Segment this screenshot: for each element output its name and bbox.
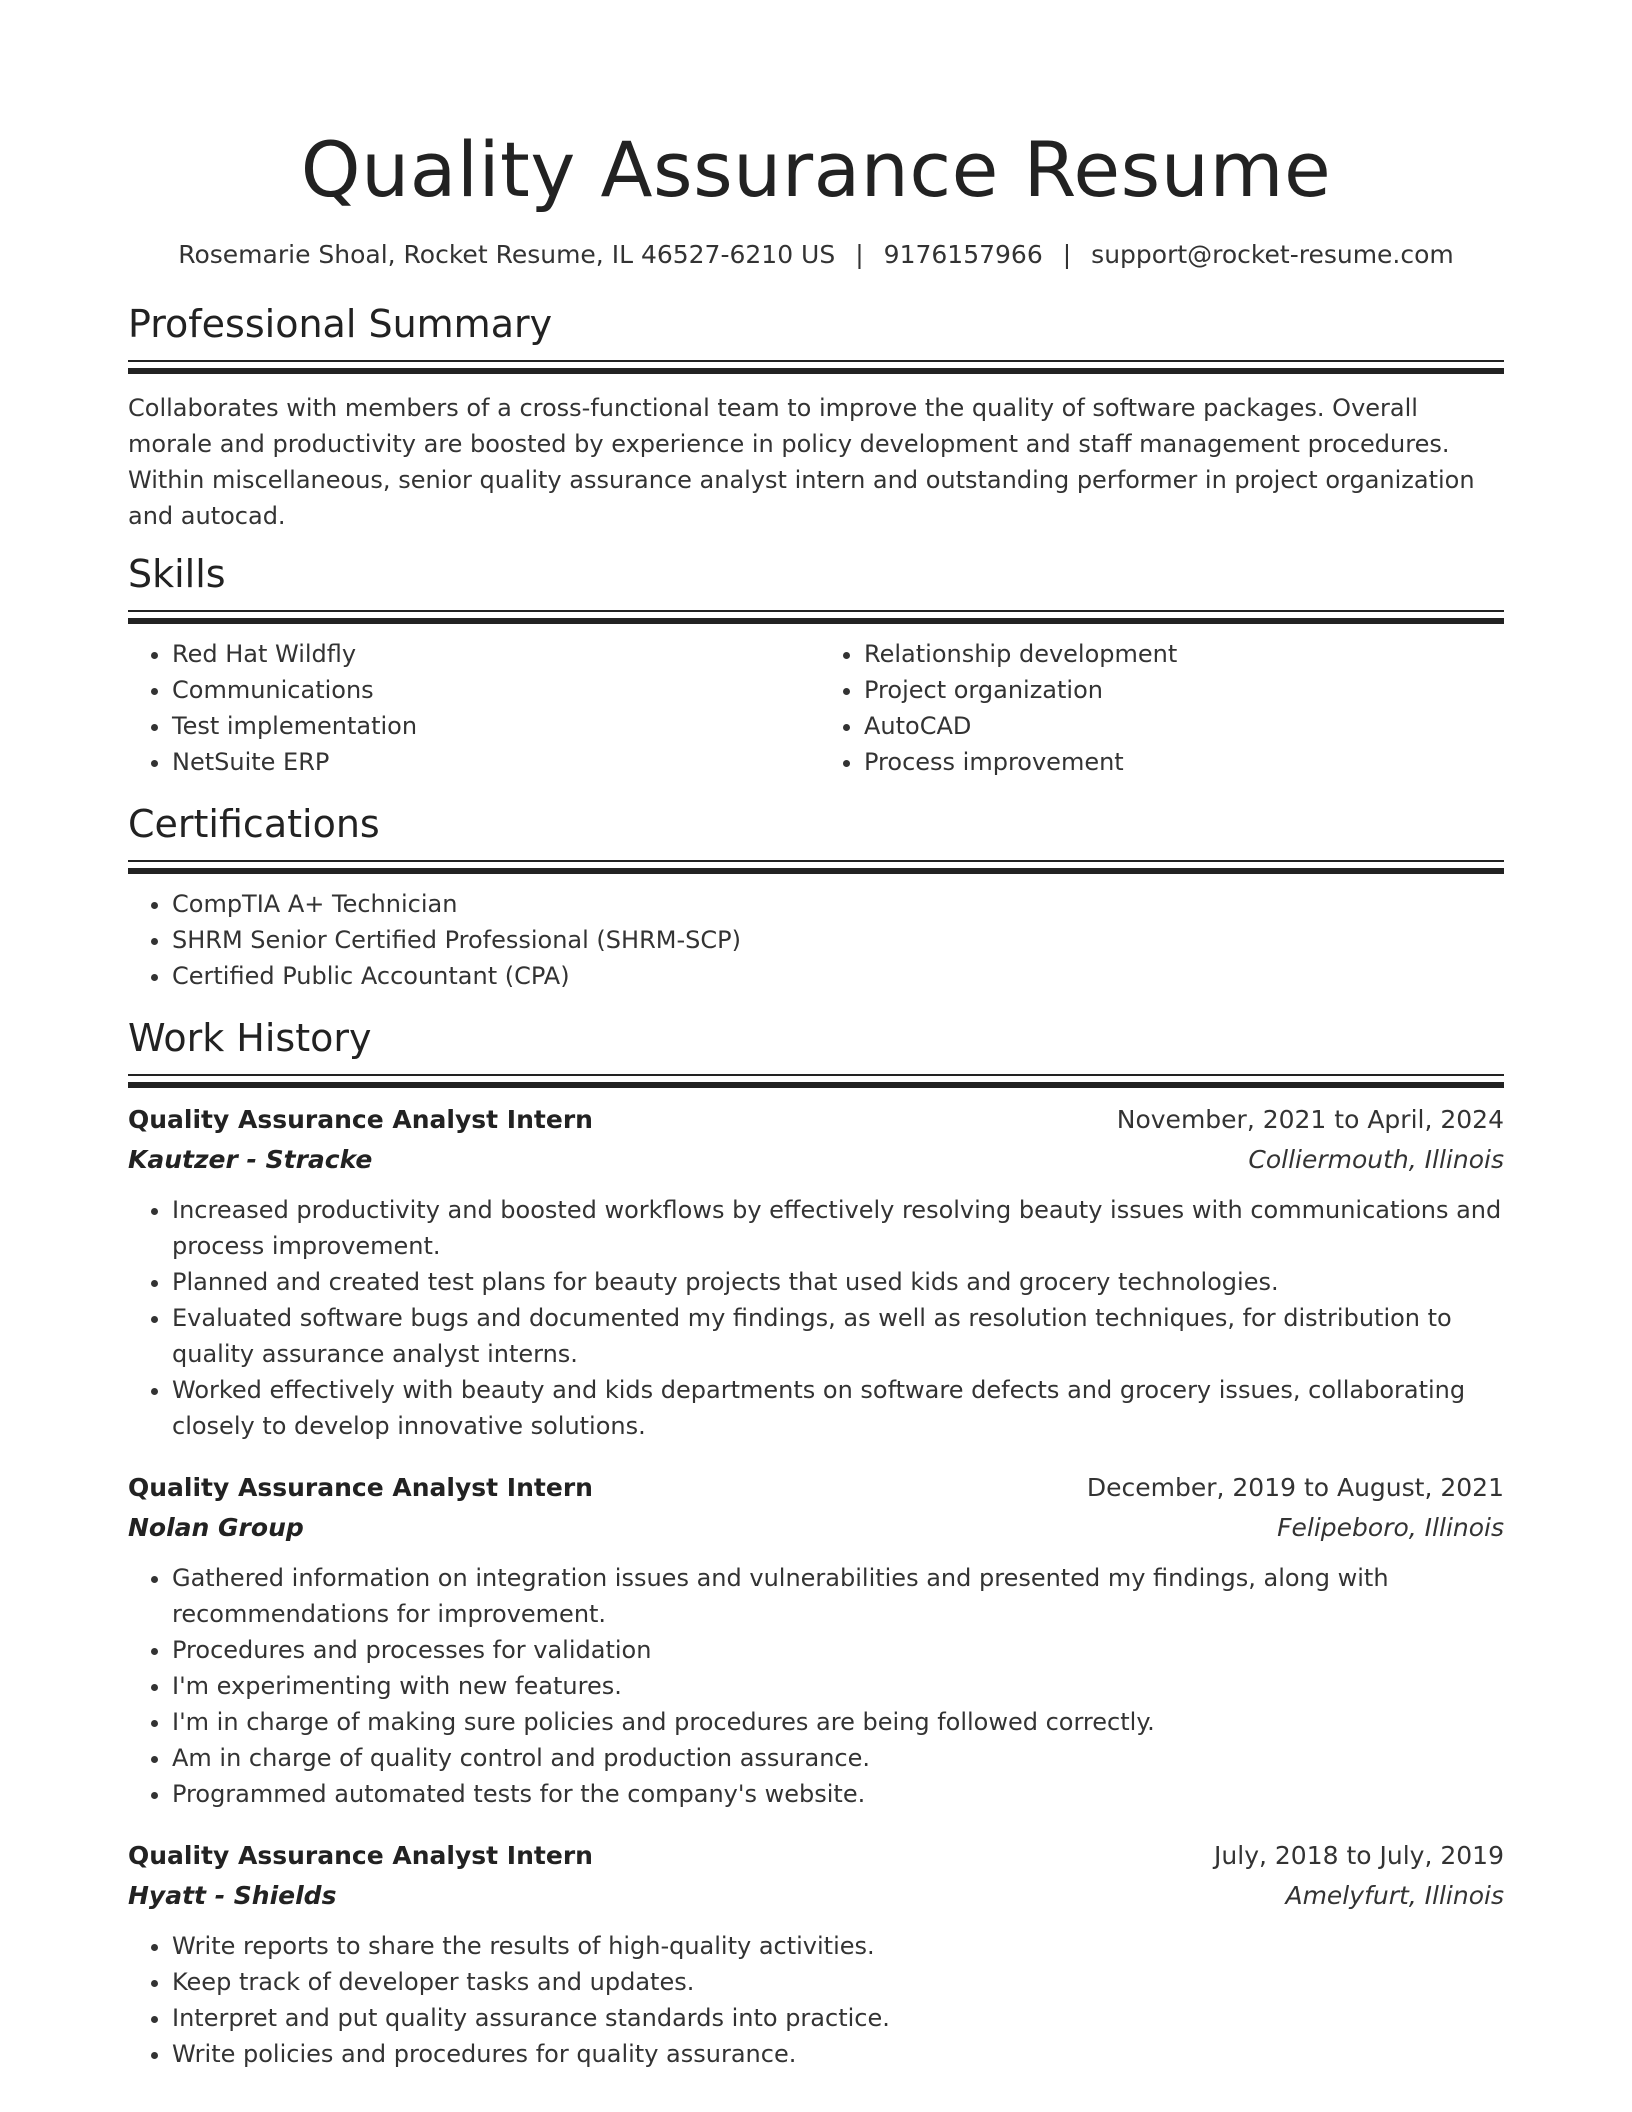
skill-item: • Process improvement bbox=[864, 744, 1504, 780]
job-location: Amelyfurt, Illinois bbox=[1285, 1881, 1504, 1910]
job-bullet: • Keep track of developer tasks and updates. bbox=[172, 1964, 1504, 2000]
job-bullets bbox=[128, 1560, 1504, 1812]
contact-line bbox=[128, 238, 1504, 272]
job-company: Hyatt - Shields bbox=[128, 1881, 337, 1910]
job-bullet: • I'm experimenting with new features. bbox=[172, 1668, 1504, 1704]
section-divider bbox=[128, 610, 1504, 624]
contact-phone: 9176157966 bbox=[883, 240, 1043, 269]
job-company: Kautzer - Stracke bbox=[128, 1145, 373, 1174]
section-divider bbox=[128, 860, 1504, 874]
job-bullet: • Programmed automated tests for the company's website. bbox=[172, 1776, 1504, 1812]
job-bullet: • I'm in charge of making sure policies and procedures are being followed correctly. bbox=[172, 1704, 1504, 1740]
job-bullet: • Evaluated software bugs and documented my findings, as well as resolution techniques, for distribution to quality assurance analyst interns. bbox=[172, 1300, 1504, 1372]
job-entry bbox=[128, 1836, 1504, 2072]
summary-heading: Professional Summary bbox=[128, 302, 553, 346]
contact-address: Rosemarie Shoal, Rocket Resume, IL 46527-6210 US bbox=[178, 240, 836, 269]
job-header-row bbox=[128, 1100, 1504, 1140]
work-history-section bbox=[128, 1012, 1504, 2072]
skills-heading: Skills bbox=[128, 552, 226, 596]
skill-item: • Test implementation bbox=[172, 708, 816, 744]
job-header-row bbox=[128, 1468, 1504, 1508]
skill-item: • AutoCAD bbox=[864, 708, 1504, 744]
job-bullet: • Am in charge of quality control and production assurance. bbox=[172, 1740, 1504, 1776]
job-title: Quality Assurance Analyst Intern bbox=[128, 1473, 593, 1502]
job-bullet: • Interpret and put quality assurance standards into practice. bbox=[172, 2000, 1504, 2036]
skills-list-left bbox=[128, 636, 816, 780]
skill-item: • Project organization bbox=[864, 672, 1504, 708]
contact-email: support@rocket-resume.com bbox=[1091, 240, 1454, 269]
certifications-heading: Certifications bbox=[128, 802, 380, 846]
resume-title: Quality Assurance Resume bbox=[300, 125, 1332, 214]
job-bullets bbox=[128, 1192, 1504, 1444]
job-company: Nolan Group bbox=[128, 1513, 304, 1542]
job-subheader-row bbox=[128, 1140, 1504, 1180]
skill-item: • Communications bbox=[172, 672, 816, 708]
job-dates: December, 2019 to August, 2021 bbox=[1086, 1473, 1504, 1502]
job-subheader-row bbox=[128, 1876, 1504, 1916]
summary-section bbox=[128, 298, 1504, 534]
contact-separator: | bbox=[855, 240, 864, 269]
job-dates: November, 2021 to April, 2024 bbox=[1116, 1105, 1504, 1134]
section-divider bbox=[128, 1074, 1504, 1088]
job-title: Quality Assurance Analyst Intern bbox=[128, 1105, 593, 1134]
section-divider bbox=[128, 360, 1504, 374]
job-entry bbox=[128, 1100, 1504, 1444]
job-bullet: • Gathered information on integration issues and vulnerabilities and presented my findings, along with recommendations for improvement. bbox=[172, 1560, 1504, 1632]
job-bullets bbox=[128, 1928, 1504, 2072]
skill-item: • Relationship development bbox=[864, 636, 1504, 672]
job-bullet: • Planned and created test plans for beauty projects that used kids and grocery technologies. bbox=[172, 1264, 1504, 1300]
summary-text: Collaborates with members of a cross-functional team to improve the quality of software packages. Overall morale and productivity are boosted by experience in policy development and staff management procedures. Within miscellaneous, senior quality assurance analyst intern and outstanding performer in project organization and autocad. bbox=[128, 394, 1475, 530]
skills-list-right bbox=[816, 636, 1504, 780]
job-bullet: • Increased productivity and boosted workflows by effectively resolving beauty issues with communications and process improvement. bbox=[172, 1192, 1504, 1264]
resume-page bbox=[128, 0, 1504, 2072]
skills-section bbox=[128, 548, 1504, 780]
certification-item: • Certified Public Accountant (CPA) bbox=[172, 958, 1504, 994]
skill-item: • Red Hat Wildfly bbox=[172, 636, 816, 672]
job-bullet: • Procedures and processes for validation bbox=[172, 1632, 1504, 1668]
job-bullet: • Write policies and procedures for quality assurance. bbox=[172, 2036, 1504, 2072]
skills-grid bbox=[128, 636, 1504, 780]
certifications-list bbox=[128, 886, 1504, 994]
job-bullet: • Worked effectively with beauty and kids departments on software defects and grocery issues, collaborating closely to develop innovative solutions. bbox=[172, 1372, 1504, 1444]
job-entry bbox=[128, 1468, 1504, 1812]
certification-item: • SHRM Senior Certified Professional (SHRM-SCP) bbox=[172, 922, 1504, 958]
job-location: Felipeboro, Illinois bbox=[1277, 1513, 1504, 1542]
contact-separator: | bbox=[1062, 240, 1072, 269]
work-history-heading: Work History bbox=[128, 1016, 372, 1060]
job-header-row bbox=[128, 1836, 1504, 1876]
job-bullet: • Write reports to share the results of high-quality activities. bbox=[172, 1928, 1504, 1964]
certification-item: • CompTIA A+ Technician bbox=[172, 886, 1504, 922]
job-dates: July, 2018 to July, 2019 bbox=[1214, 1841, 1504, 1870]
job-subheader-row bbox=[128, 1508, 1504, 1548]
skill-item: • NetSuite ERP bbox=[172, 744, 816, 780]
job-location: Colliermouth, Illinois bbox=[1248, 1145, 1504, 1174]
job-title: Quality Assurance Analyst Intern bbox=[128, 1841, 593, 1870]
certifications-section bbox=[128, 798, 1504, 994]
